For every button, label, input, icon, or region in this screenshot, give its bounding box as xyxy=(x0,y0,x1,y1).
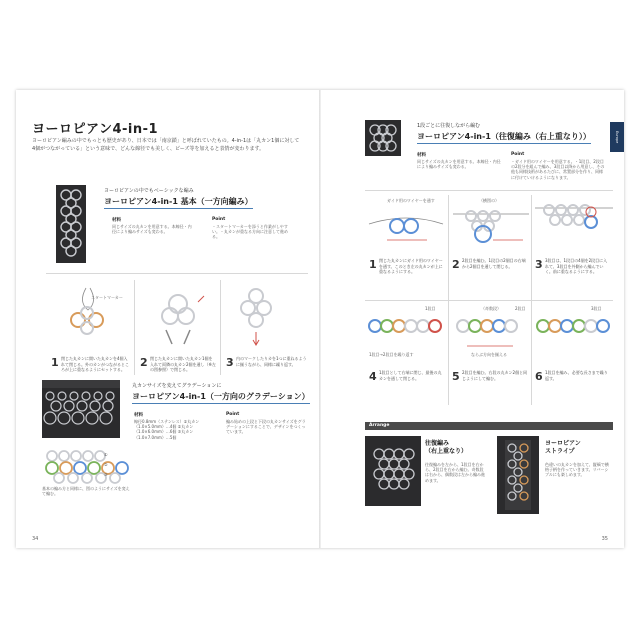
step-number: 2 xyxy=(452,258,460,271)
chain-illustration xyxy=(42,380,120,438)
diagram-label: ならぶ方向を揃える xyxy=(471,352,507,357)
step2-diagram xyxy=(453,204,529,254)
step6-diagram xyxy=(535,312,613,356)
step2-diagram xyxy=(146,282,216,352)
step-text: 2段目を編む。右段の丸カン2個と同じようにして編む。 xyxy=(462,370,528,381)
book-spread xyxy=(16,90,624,548)
chain-photo xyxy=(56,185,86,263)
right-material-head: 材料 xyxy=(417,153,426,158)
mark-2: ② xyxy=(104,462,108,467)
right-label: 1段ごとに往復しながら編む xyxy=(417,123,481,129)
step1-diagram xyxy=(367,204,445,249)
divider xyxy=(134,280,135,375)
divider xyxy=(220,280,221,375)
section1-material-text: 同じサイズの丸カンを用意する。本線径・内径により編みサイズも変わる。 xyxy=(112,224,192,235)
diagram-label: ガイド用のワイヤーを通す xyxy=(387,198,435,203)
arrange-title-1a: 往復編み xyxy=(425,440,450,447)
diagram-label: 1段目 xyxy=(425,306,436,311)
section1-title: ヨーロピアン4-in-1 基本（一方向編み） xyxy=(104,196,253,209)
step-text: 1段目として右端に閉じ、最後の丸カンを通して閉じる。 xyxy=(379,370,442,381)
section1-material-head: 材料 xyxy=(112,218,121,223)
step4-diagram xyxy=(367,312,445,356)
step-number: 3 xyxy=(535,258,543,271)
intro-text: ヨーロピアン編みの中でもっとも歴史があり、日本では「南京鎖」と呼ばれていたもの。4-in-1は「丸カン1個に対して4個がつながっている」という意味で、どんな線径でも美しく、ビーズ等を加えると表情が変わります。 xyxy=(32,138,300,152)
page-number: 35 xyxy=(601,536,608,542)
step-text: 3段目は、1段目の4個を2段目に入れて、3段目を外側から編んでいく。前に重なるようにする。 xyxy=(545,258,608,275)
arrange-text-2: 色違いの丸カンを加えて、縦縞で横格子柄を作っていきます。リバーシブルにも楽しめます。 xyxy=(545,462,609,478)
diagram-label: 1段目→2段目を繰り返す xyxy=(369,352,414,357)
mark-1: ① xyxy=(104,452,108,457)
diagram-label: 2段目 xyxy=(515,306,526,311)
step5-diagram xyxy=(453,312,529,356)
gradation-diagram xyxy=(42,446,142,484)
divider xyxy=(365,190,613,191)
right-page xyxy=(321,90,624,548)
section2-material-text: 線径0.8mm（ステンレス）①丸カン（1.0×5.0mm）…4個 ②丸カン（1.0×6.0mm）…6個 ③丸カン（1.0×7.0mm）…5個 xyxy=(134,419,200,440)
chain-photo xyxy=(365,120,401,156)
step-number: 1 xyxy=(369,258,377,271)
chain-illustration xyxy=(56,185,86,263)
step-text: 閉じた丸カンにガイド用のワイヤーを通す。このとき左の丸カンが上に重なるようにする。 xyxy=(379,258,443,275)
step-text: 内のマークしたりカを1つに重ねるように揃うながら、同様に繰り返す。 xyxy=(236,356,307,367)
chain-illustration xyxy=(365,436,421,506)
step-number: 6 xyxy=(535,370,543,383)
section2-label: 丸カンサイズを変えてグラデーションに xyxy=(132,383,222,389)
arrange-title-2b: ストライプ xyxy=(545,448,575,455)
section1-label: ヨーロピアンの中でもベーシックな編み xyxy=(104,188,194,194)
marker-label: スタートマーカー xyxy=(91,295,123,300)
arrange-photo-2 xyxy=(497,436,539,514)
arrange-title-1b: （右上重なり） xyxy=(425,448,468,455)
step-text: 2段目を編む。1段目の2個目の右端から2個目を通して閉じる。 xyxy=(462,258,526,269)
mark-3: ③ xyxy=(104,472,108,477)
arrange-photo-1 xyxy=(365,436,421,506)
arrange-title-2a: ヨーロピアン xyxy=(545,440,581,447)
gradation-caption: 基本の編み方と同様に、図のようにサイズを変えて編む。 xyxy=(42,486,130,497)
step3-diagram xyxy=(535,198,613,256)
diagram-label: 3段目 xyxy=(591,306,602,311)
chapter-tab: Europe xyxy=(610,122,624,152)
step-text: 1段目を編み、必要な長さまで繰り返す。 xyxy=(545,370,608,381)
divider xyxy=(365,300,613,301)
divider xyxy=(46,273,308,274)
left-page xyxy=(16,90,319,548)
chain-illustration xyxy=(497,436,539,514)
step-text: 閉じた丸カンに開いた丸カンを4個入れて閉じる。外のカンがつながるところが上に重なるようにセットする。 xyxy=(61,356,129,373)
diagram-label: （奇数段） xyxy=(481,306,501,311)
arrange-bar: Arrange xyxy=(365,422,613,430)
step-number: 4 xyxy=(369,370,377,383)
step-number: 5 xyxy=(452,370,460,383)
section2-point-text: 編み始めの上段と下段の丸カンサイズをグラデーションにすることで、デザインをつくっています。 xyxy=(226,419,306,435)
section2-point-head: Point xyxy=(226,412,240,417)
right-material-text: 同じサイズの丸カンを用意する。本線径・内径により編みサイズも変わる。 xyxy=(417,159,501,170)
step1-diagram xyxy=(56,280,131,360)
page-number: 34 xyxy=(32,536,39,542)
section2-material-head: 材料 xyxy=(134,413,143,418)
gradation-photo xyxy=(42,380,120,438)
diagram-label: （横図の） xyxy=(479,198,499,203)
step-number: 2 xyxy=(140,356,148,369)
right-point-head: Point xyxy=(511,152,525,157)
step3-diagram xyxy=(226,282,301,352)
page-title: ヨーロピアン4-in-1 xyxy=(32,122,159,137)
step-text: 閉じた丸カンに開いた丸カン1個を入れて両隣の丸カン2個を通し（※左の図参照）で閉じる。 xyxy=(150,356,216,373)
chain-illustration xyxy=(365,120,401,156)
step-number: 3 xyxy=(226,356,234,369)
step-number: 1 xyxy=(51,356,59,369)
divider xyxy=(448,195,449,405)
section1-point-head: Point xyxy=(212,217,226,222)
right-point-text: ・ガイド用のワイヤーを用意する。・1段目、2段目の2段分を組んで編み、3段目以降から用意し、その他も同様技術があるたびに、常置部分を作り、同様に付けていけるようになります。 xyxy=(511,159,605,180)
divider xyxy=(531,195,532,405)
section2-title: ヨーロピアン4-in-1（一方向のグラデーション） xyxy=(132,391,310,404)
section1-point-text: ・スタートマーカーを添うと作業がしやすい。・丸カンが重なる方向に注意して進める。 xyxy=(212,224,288,240)
arrange-text-1: 往復編みを左から、1段目を右から、2段目を右から編む。奇数段は右から、偶数段は左から編み進めます。 xyxy=(425,462,485,483)
right-title: ヨーロピアン4-in-1（往復編み（右上重なり）） xyxy=(417,131,591,144)
